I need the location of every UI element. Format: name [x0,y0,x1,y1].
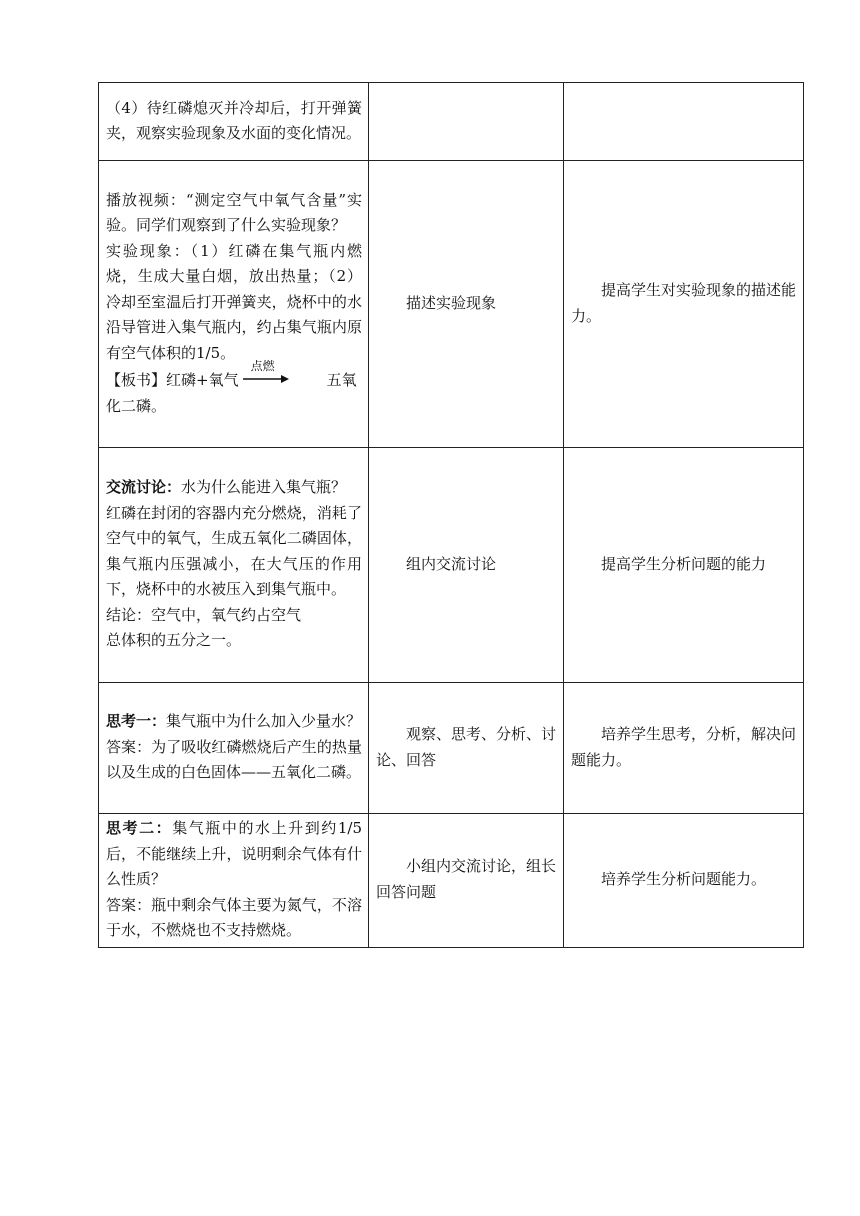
student-activity-cell [369,814,564,948]
cell-paragraph: 播放视频：“测定空气中氧气含量”实验。同学们观察到了什么实验现象？ [106,190,362,235]
cell-text: 描述实验现象 [406,293,497,312]
cell-paragraph: 实验现象：（1）红磷在集气瓶内燃烧，生成大量白烟，放出热量；（2）冷却至室温后打开弹簧夹，烧杯中的水沿导管进入集气瓶内，约占集气瓶内原有空气体积的1/5。 [106,241,362,362]
design-intent-cell [564,448,804,683]
teacher-activity-cell [99,161,369,448]
table-row [99,161,804,448]
cell-paragraph [106,816,362,893]
lesson-plan-table [98,82,804,948]
cell-paragraph: （4）待红磷熄灭并冷却后，打开弹簧夹，观察实验现象及水面的变化情况。 [106,98,362,142]
question-text: 集气瓶中的水上升到约1/5后，不能继续上升，说明剩余气体有什么性质？ [106,819,362,888]
teacher-activity-cell [99,83,369,161]
table-row [99,683,804,814]
student-activity-cell [369,448,564,683]
section-lead: 思考一： [106,712,167,731]
product-part-a: 五氧 [326,371,357,390]
table-row [99,814,804,948]
cell-paragraph: 红磷在封闭的容器内充分燃烧，消耗了空气中的氧气，生成五氧化二磷固体，集气瓶内压强减小，在大气压的作用下，烧杯中的水被压入到集气瓶中。 [106,503,362,599]
product-part-b: 化二磷。 [106,396,167,415]
cell-text: 小组内交流讨论，组长回答问题 [376,857,557,901]
chemical-equation [106,359,362,394]
question-text: 水为什么能进入集气瓶？ [181,478,347,497]
cell-paragraph: 答案：为了吸收红磷燃烧后产生的热量以及生成的白色固体——五氧化二磷。 [106,737,362,782]
section-lead: 思考二： [106,819,173,837]
student-activity-cell [369,683,564,814]
cell-paragraph [106,475,362,501]
cell-text: 提高学生分析问题的能力 [601,554,767,573]
student-activity-cell [369,83,564,161]
design-intent-cell [564,83,804,161]
cell-paragraph [106,709,362,735]
design-intent-cell [564,683,804,814]
cell-paragraph: 总体积的五分之一。 [106,631,242,650]
table-row [99,448,804,683]
reaction-condition: 点燃 [250,359,275,374]
design-intent-cell [564,161,804,448]
cell-text: 提高学生对实验现象的描述能力。 [571,281,797,325]
cell-paragraph: 结论：空气中，氧气约占空气 [106,605,302,624]
table-row [99,83,804,161]
reaction-arrow [243,359,299,388]
cell-text: 培养学生分析问题能力。 [601,870,767,888]
student-activity-cell [369,161,564,448]
cell-text: 培养学生思考，分析，解决问题能力。 [571,725,797,769]
question-text: 集气瓶中为什么加入少量水？ [166,712,362,731]
teacher-activity-cell [99,683,369,814]
cell-paragraph: 答案：瓶中剩余气体主要为氮气，不溶于水，不燃烧也不支持燃烧。 [106,895,362,939]
cell-text: 组内交流讨论 [406,554,497,573]
reactants: 红磷+氧气 [166,371,239,390]
design-intent-cell [564,814,804,948]
cell-text: 观察、思考、分析、讨论、回答 [376,725,557,769]
teacher-activity-cell [99,814,369,948]
section-lead: 交流讨论： [106,478,182,497]
board-label: 【板书】 [106,371,167,390]
teacher-activity-cell [99,448,369,683]
arrow-icon [243,374,289,384]
